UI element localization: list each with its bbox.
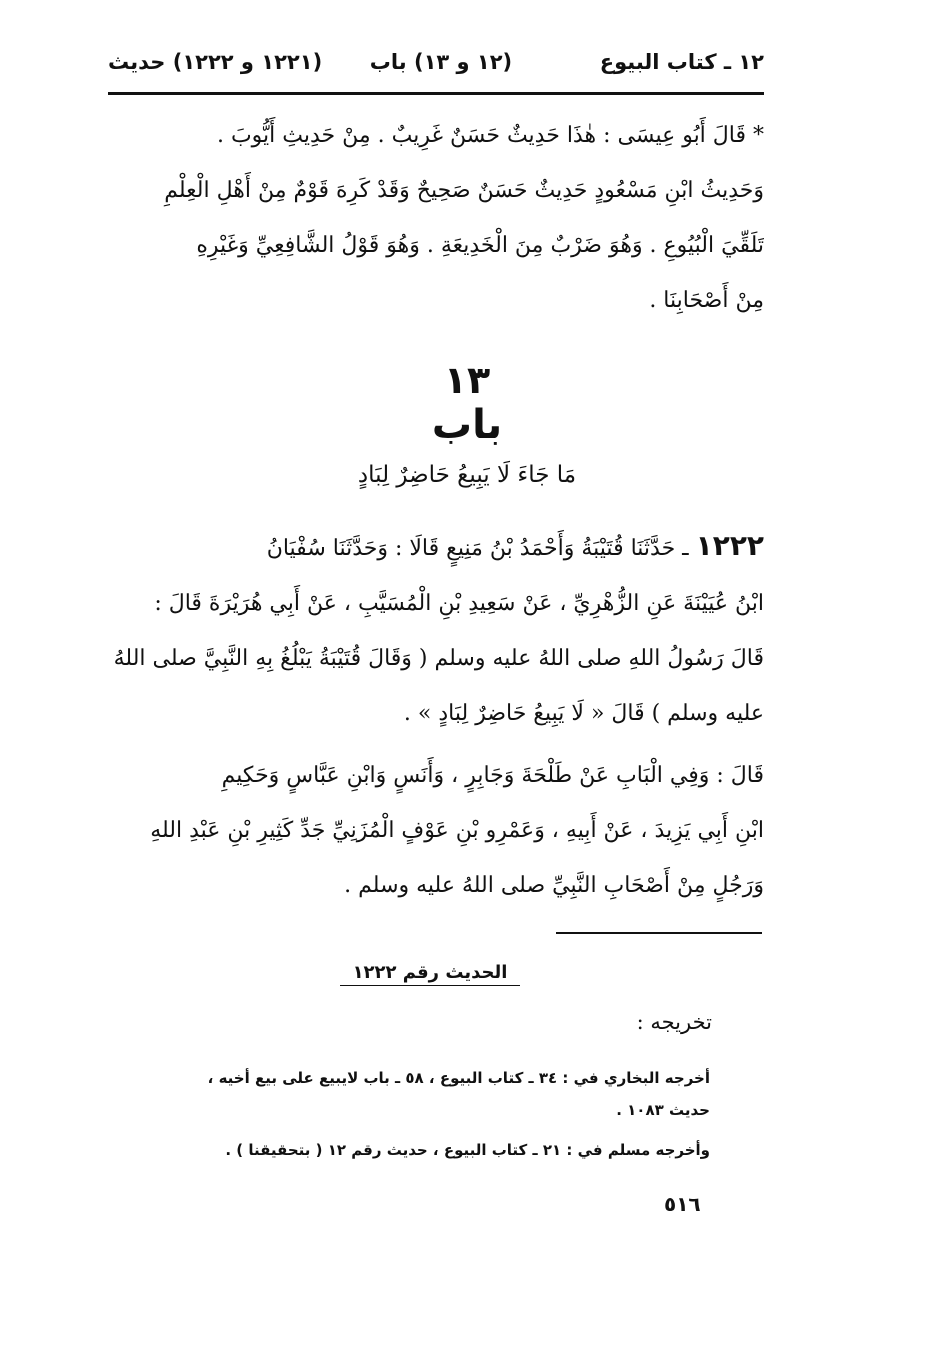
footnote-rule bbox=[556, 932, 762, 934]
bab-paragraph bbox=[110, 748, 764, 913]
header-hadith-ref: (١٢٢١ و ١٢٢٢) حديث bbox=[108, 50, 323, 74]
text-line: قَالَ رَسُولُ اللهِ صلى اللهُ عليه وسلم ( وَقَالَ قُتَيْبَةُ يَبْلُغُ بِهِ النَّبِيَّ صلى اللهُ bbox=[113, 646, 764, 671]
header-rule bbox=[108, 92, 764, 95]
text-line: * قَالَ أَبُو عِيسَى : هٰذَا حَدِيثٌ حَسَنٌ غَرِيبٌ . مِنْ حَدِيثِ أَيُّوبَ . bbox=[216, 123, 764, 148]
page-number: ٥١٦ bbox=[664, 1192, 701, 1216]
text-line: تَلَقِّيَ الْبُيُوعِ . وَهُوَ ضَرْبٌ مِنَ الْخَدِيعَةِ . وَهُوَ قَوْلُ الشَّافِعِيِّ وَغَيْرِهِ bbox=[196, 233, 764, 258]
text-line: وَرَجُلٍ مِنْ أَصْحَابِ النَّبِيِّ صلى اللهُ عليه وسلم . bbox=[344, 873, 764, 898]
hadith-number: ١٢٢٢ bbox=[695, 529, 764, 562]
notes-title: الحديث رقم ١٢٢٢ bbox=[340, 962, 520, 986]
header-book-title: ١٢ ـ كتاب البيوع bbox=[599, 50, 764, 74]
takhrij-label: تخريجه : bbox=[636, 1010, 712, 1034]
chapter-label: باب bbox=[431, 402, 503, 448]
header-chapter-ref: (١٢ و ١٣) باب bbox=[369, 50, 513, 74]
chapter-title: مَا جَاءَ لَا يَبِيعُ حَاضِرٌ لِبَادٍ bbox=[357, 462, 577, 488]
chapter-number: ١٣ bbox=[443, 358, 491, 402]
text-line: وَحَدِيثُ ابْنِ مَسْعُودٍ حَدِيثٌ حَسَنٌ صَحِيحٌ وَقَدْ كَرِهَ قَوْمٌ مِنْ أَهْلِ الْعِلْمِ bbox=[164, 178, 764, 203]
intro-paragraph bbox=[110, 108, 764, 328]
note-muslim: وأخرجه مسلم في : ٢١ ـ كتاب البيوع ، حديث رقم ١٢ ( بتحقيقنا ) . bbox=[225, 1141, 710, 1159]
text-line: ابْنِ أَبِي يَزِيدَ ، عَنْ أَبِيهِ ، وَعَمْرِو بْنِ عَوْفٍ الْمُزَنِيِّ جَدِّ كَثِيرِ بْنِ عَبْدِ اللهِ bbox=[150, 818, 764, 843]
text-line: ابْنُ عُيَيْنَةَ عَنِ الزُّهْرِيِّ ، عَنْ سَعِيدِ بْنِ الْمُسَيَّبِ ، عَنْ أَبِي هُرَيْرَةَ قَالَ : bbox=[154, 591, 764, 616]
note-bukhari: أخرجه البخاري في : ٣٤ ـ كتاب البيوع ، ٥٨ ـ باب لايبيع على بيع أخيه ، bbox=[207, 1069, 710, 1087]
running-header bbox=[108, 40, 764, 84]
text-line: قَالَ : وَفِي الْبَابِ عَنْ طَلْحَةَ وَجَابِرٍ ، وَأَنَسٍ وَابْنِ عَبَّاسٍ وَحَكِيمِ bbox=[221, 763, 764, 788]
text-line bbox=[110, 518, 764, 576]
note-bukhari-cont: حديث ١٠٨٣ . bbox=[616, 1101, 710, 1119]
hadith-paragraph bbox=[110, 518, 764, 741]
text-line: مِنْ أَصْحَابِنَا . bbox=[649, 288, 764, 313]
hadith-line-text: ـ حَدَّثَنَا قُتَيْبَةُ وَأَحْمَدُ بْنُ مَنِيعٍ قَالَا : وَحَدَّثَنَا سُفْيَانُ bbox=[266, 536, 689, 561]
text-line: عليه وسلم ) قَالَ « لَا يَبِيعُ حَاضِرٌ لِبَادٍ » . bbox=[403, 701, 764, 726]
